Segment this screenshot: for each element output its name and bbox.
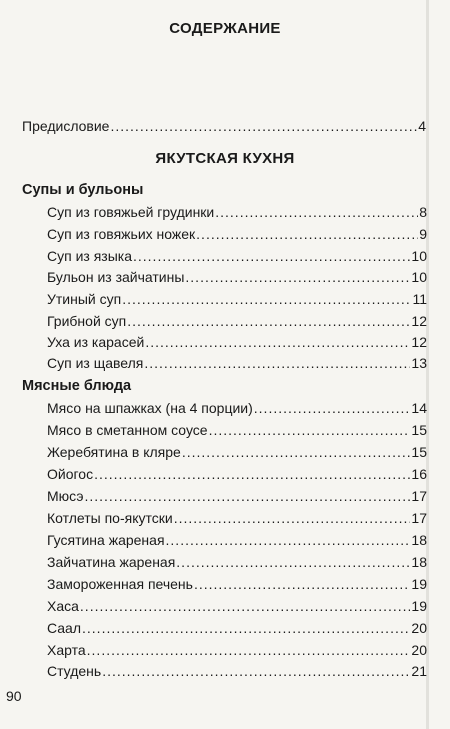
toc-entry-page: 18 — [411, 554, 427, 570]
leader-dots — [94, 465, 410, 483]
toc-entry-label: Суп из языка — [47, 248, 132, 264]
leader-dots — [133, 247, 410, 265]
leader-dots — [145, 333, 410, 351]
toc-entry[interactable] — [47, 354, 427, 372]
toc-entry-page: 9 — [419, 226, 427, 242]
toc-entry-page: 13 — [411, 355, 427, 371]
leader-dots — [102, 662, 410, 680]
toc-entry-preface[interactable] — [22, 117, 426, 135]
toc-entry[interactable] — [47, 531, 427, 549]
toc-entry-label: Бульон из зайчатины — [47, 269, 185, 285]
toc-entry-page: 20 — [411, 620, 427, 636]
toc-entry-label: Котлеты по-якутски — [47, 510, 173, 526]
leader-dots — [82, 619, 410, 637]
toc-entry-label: Предисловие — [22, 118, 110, 134]
toc-entry-page: 19 — [411, 598, 427, 614]
toc-entry[interactable] — [47, 268, 427, 286]
leader-dots — [196, 225, 418, 243]
leader-dots — [84, 487, 410, 505]
leader-dots — [185, 268, 410, 286]
toc-entry[interactable] — [47, 509, 427, 527]
toc-entry-label: Уха из карасей — [47, 334, 145, 350]
toc-entry-page: 10 — [411, 269, 427, 285]
toc-entry-page: 17 — [411, 488, 427, 504]
toc-entry-label: Ойогос — [47, 466, 94, 482]
toc-entry-page: 18 — [411, 532, 427, 548]
toc-entry[interactable] — [47, 487, 427, 505]
toc-entry-label: Грибной суп — [47, 313, 127, 329]
toc-entry[interactable] — [47, 203, 427, 221]
toc-entry-page: 15 — [411, 444, 427, 460]
toc-entry[interactable] — [47, 399, 427, 417]
leader-dots — [166, 531, 411, 549]
toc-entry[interactable] — [47, 247, 427, 265]
toc-entry[interactable] — [47, 290, 427, 308]
toc-entry-page: 11 — [412, 291, 427, 307]
leader-dots — [209, 421, 411, 439]
toc-entry-label: Замороженная печень — [47, 576, 193, 592]
leader-dots — [176, 553, 410, 571]
toc-entry-label: Саал — [47, 620, 82, 636]
toc-entry-label: Суп из говяжьих ножек — [47, 226, 196, 242]
toc-entry-page: 8 — [419, 204, 427, 220]
toc-entry-label: Харта — [47, 642, 86, 658]
toc-entry-page: 19 — [411, 576, 427, 592]
leader-dots — [87, 641, 411, 659]
toc-entry-label: Зайчатина жареная — [47, 554, 176, 570]
toc-entry[interactable] — [47, 662, 427, 680]
toc-entry[interactable] — [47, 421, 427, 439]
toc-entry-label: Студень — [47, 663, 102, 679]
toc-entry-label: Гусятина жареная — [47, 532, 165, 548]
leader-dots — [174, 509, 411, 527]
leader-dots — [122, 290, 411, 308]
toc-entry-label: Жеребятина в кляре — [47, 444, 181, 460]
toc-entry-page: 21 — [411, 663, 427, 679]
leader-dots — [194, 575, 410, 593]
toc-entry-label: Суп из говяжьей грудинки — [47, 204, 215, 220]
group-title-meat: Мясные блюда — [22, 378, 132, 394]
toc-entry-page: 12 — [411, 334, 427, 350]
toc-entry[interactable] — [47, 465, 427, 483]
leader-dots — [110, 117, 417, 135]
toc-entry[interactable] — [47, 575, 427, 593]
toc-entry-page: 10 — [411, 248, 427, 264]
toc-entry[interactable] — [47, 553, 427, 571]
leader-dots — [127, 312, 410, 330]
toc-entry-page: 14 — [411, 400, 427, 416]
leader-dots — [80, 597, 411, 615]
toc-entry-label: Утиный суп — [47, 291, 122, 307]
toc-entry-page: 17 — [411, 510, 427, 526]
toc-entry[interactable] — [47, 641, 427, 659]
group-title-soups: Супы и бульоны — [22, 182, 144, 198]
toc-entry-page: 4 — [418, 118, 426, 134]
toc-entry-page: 15 — [411, 422, 427, 438]
toc-title: СОДЕРЖАНИЕ — [169, 20, 281, 37]
toc-entry-page: 12 — [411, 313, 427, 329]
toc-entry-page: 16 — [411, 466, 427, 482]
toc-entry[interactable] — [47, 333, 427, 351]
toc-entry[interactable] — [47, 225, 427, 243]
toc-entry[interactable] — [47, 619, 427, 637]
leader-dots — [215, 203, 418, 221]
toc-entry[interactable] — [47, 312, 427, 330]
toc-entry-label: Мясо на шпажках (на 4 порции) — [47, 400, 253, 416]
leader-dots — [144, 354, 410, 372]
section-title: ЯКУТСКАЯ КУХНЯ — [155, 150, 295, 167]
leader-dots — [182, 443, 411, 461]
page-number: 90 — [6, 688, 22, 704]
leader-dots — [254, 399, 411, 417]
toc-entry-label: Суп из щавеля — [47, 355, 144, 371]
toc-entry[interactable] — [47, 443, 427, 461]
toc-entry-label: Мясо в сметанном соусе — [47, 422, 208, 438]
toc-entry-label: Мюсэ — [47, 488, 84, 504]
toc-entry[interactable] — [47, 597, 427, 615]
toc-entry-label: Хаса — [47, 598, 79, 614]
toc-entry-page: 20 — [411, 642, 427, 658]
